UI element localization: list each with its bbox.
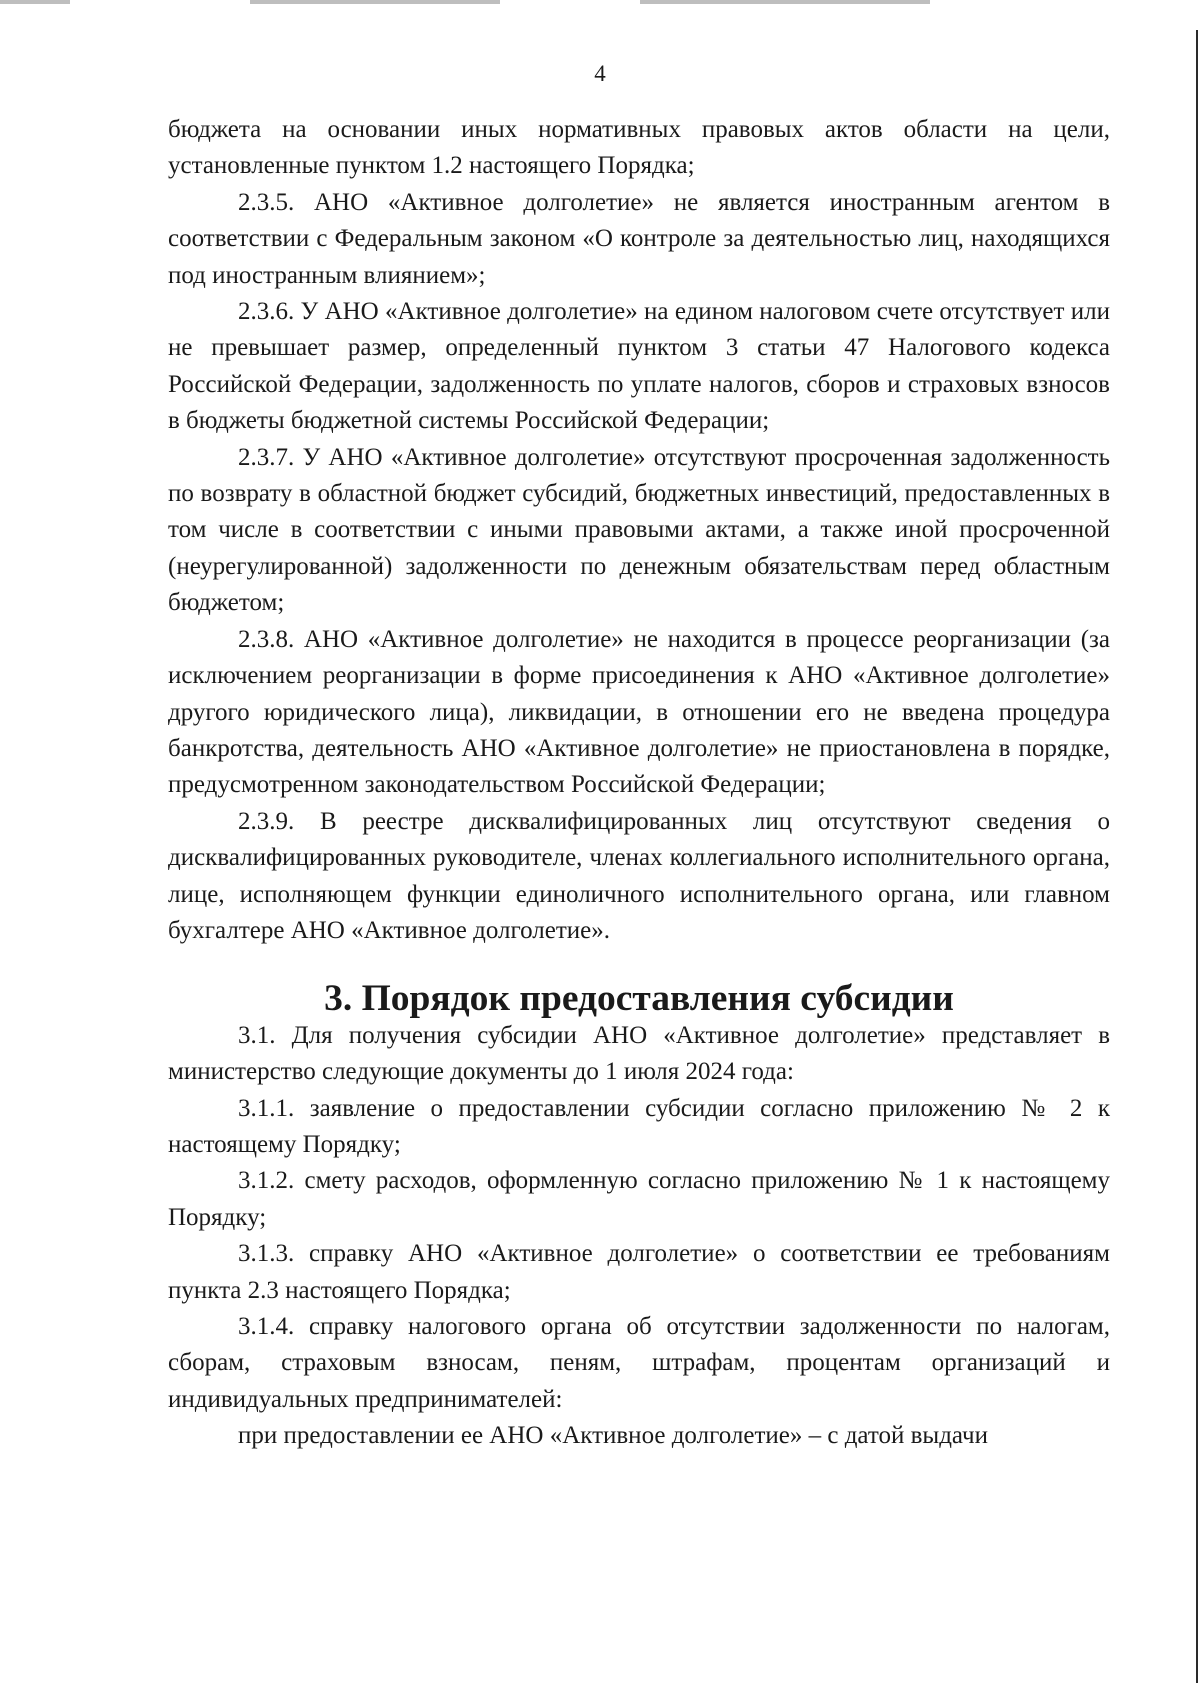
paragraph-2-3-5: 2.3.5. АНО «Активное долголетие» не является иностранным агентом в соответствии с Федеральным законом «О контроле за деятельностью лиц, находящихся под иностранным влиянием»; xyxy=(168,188,1110,289)
paragraph-2-3-6: 2.3.6. У АНО «Активное долголетие» на едином налоговом счете отсутствует или не превышает размер, определенный пунктом 3 статьи 47 Налогового кодекса Российской Федерации, задолженность по уплате налогов, сборов и страховых взносов в бюджеты бюджетной системы Российской Федерации; xyxy=(168,298,1110,435)
scan-artifact-top-right xyxy=(640,0,930,4)
scan-artifact-right-edge xyxy=(1196,30,1198,1683)
paragraph-3-1-2: 3.1.2. смету расходов, оформленную согласно приложению № 1 к настоящему Порядку; xyxy=(168,1167,1110,1231)
paragraph-continuation: бюджета на основании иных нормативных правовых актов области на цели, установленные пунктом 1.2 настоящего Порядка; xyxy=(168,116,1110,180)
page-number: 4 xyxy=(594,61,606,86)
document-body xyxy=(168,112,1110,1455)
scan-artifact-top-left xyxy=(0,0,70,4)
paragraph-3-1: 3.1. Для получения субсидии АНО «Активное долголетие» представляет в министерство следующие документы до 1 июля 2024 года: xyxy=(168,1021,1110,1086)
paragraph-3-1-1: 3.1.1. заявление о предоставлении субсидии согласно приложению № 2 к настоящему Порядку; xyxy=(168,1094,1110,1158)
paragraph-3-1-4-continued: при предоставлении ее АНО «Активное долголетие» – с датой выдачи xyxy=(238,1422,988,1450)
paragraph-3-1-3: 3.1.3. справку АНО «Активное долголетие» о соответствии ее требованиям пункта 2.3 настоящего Порядка; xyxy=(168,1240,1110,1304)
scan-artifact-top-center xyxy=(250,0,500,4)
paragraph-2-3-7: 2.3.7. У АНО «Активное долголетие» отсутствуют просроченная задолженность по возврату в областной бюджет субсидий, бюджетных инвестиций, предоставленных в том числе в соответствии с иными правовыми актами, а также иной просроченной (неурегулированной) задолженности по денежным обязательствам перед областным бюджетом; xyxy=(168,443,1110,617)
paragraph-2-3-9: 2.3.9. В реестре дисквалифицированных лиц отсутствуют сведения о дисквалифицированных руководителе, членах коллегиального исполнительного органа, лице, исполняющем функции единоличного исполнительного органа, или главном бухгалтере АНО «Активное долголетие». xyxy=(168,807,1110,944)
paragraph-2-3-8: 2.3.8. АНО «Активное долголетие» не находится в процессе реорганизации (за исключением реорганизации в форме присоединения к АНО «Активное долголетие» другого юридического лица), ликвидации, в отношении его не введена процедура банкротства, деятельность АНО «Активное долголетие» не приостановлена в порядке, предусмотренном законодательством Российской Федерации; xyxy=(168,625,1110,799)
section-heading: 3. Порядок предоставления субсидии xyxy=(324,978,954,1020)
paragraph-3-1-4: 3.1.4. справку налогового органа об отсутствии задолженности по налогам, сборам, страховым взносам, пеням, штрафам, процентам организаций и индивидуальных предпринимателей: xyxy=(168,1313,1110,1413)
